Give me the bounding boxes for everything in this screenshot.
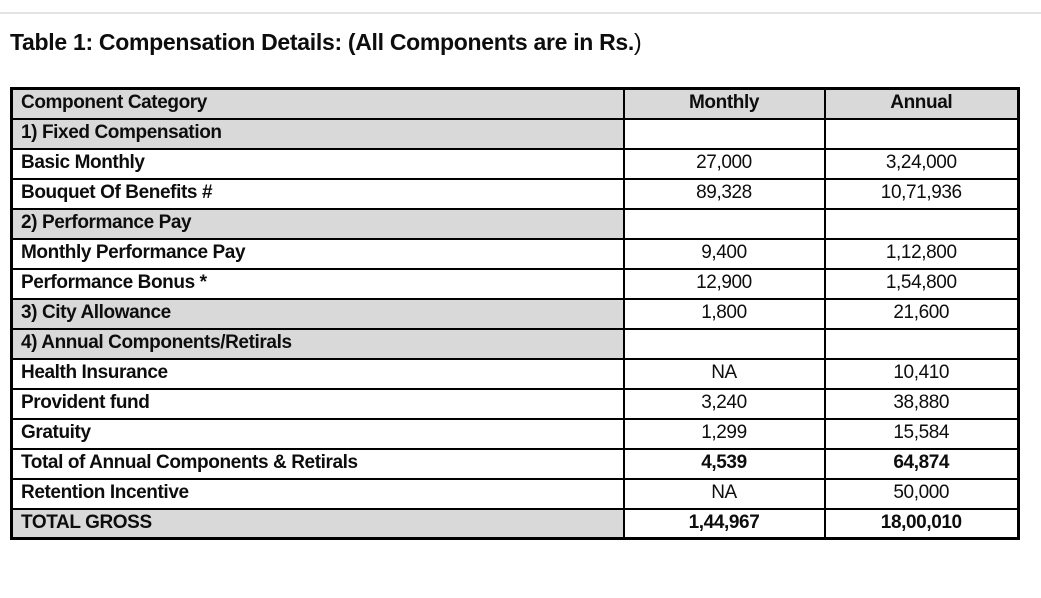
monthly-value: 3,240 [624, 389, 825, 419]
monthly-value [624, 329, 825, 359]
page-title [10, 28, 641, 56]
row-label: Bouquet Of Benefits # [12, 179, 624, 209]
row-label: Provident fund [12, 389, 624, 419]
annual-value: 1,54,800 [825, 269, 1019, 299]
col-header-component-category: Component Category [12, 89, 624, 119]
annual-value: 50,000 [825, 479, 1019, 509]
annual-value: 10,410 [825, 359, 1019, 389]
table-row [12, 419, 1019, 449]
page-title-tail: ) [634, 29, 642, 55]
monthly-value: NA [624, 359, 825, 389]
table-row [12, 479, 1019, 509]
row-label: 2) Performance Pay [12, 209, 624, 239]
annual-value: 21,600 [825, 299, 1019, 329]
page-title-main: Table 1: Compensation Details: (All Components are in Rs. [10, 29, 635, 55]
table-row [12, 329, 1019, 359]
monthly-value: 89,328 [624, 179, 825, 209]
monthly-value: 4,539 [624, 449, 825, 479]
top-divider [0, 12, 1041, 14]
table-row [12, 269, 1019, 299]
monthly-value: NA [624, 479, 825, 509]
table-row [12, 239, 1019, 269]
compensation-table [10, 87, 1020, 540]
row-label: TOTAL GROSS [12, 509, 624, 539]
row-label: 1) Fixed Compensation [12, 119, 624, 149]
monthly-value: 1,299 [624, 419, 825, 449]
row-label: Basic Monthly [12, 149, 624, 179]
table-row [12, 449, 1019, 479]
annual-value: 10,71,936 [825, 179, 1019, 209]
monthly-value: 1,44,967 [624, 509, 825, 539]
monthly-value: 12,900 [624, 269, 825, 299]
header-row [12, 89, 1019, 119]
table-row [12, 389, 1019, 419]
row-label: Gratuity [12, 419, 624, 449]
table-body [12, 119, 1019, 539]
row-label: 4) Annual Components/Retirals [12, 329, 624, 359]
table-row [12, 149, 1019, 179]
row-label: Health Insurance [12, 359, 624, 389]
row-label: Total of Annual Components & Retirals [12, 449, 624, 479]
annual-value [825, 209, 1019, 239]
annual-value: 15,584 [825, 419, 1019, 449]
annual-value: 64,874 [825, 449, 1019, 479]
annual-value [825, 329, 1019, 359]
monthly-value [624, 209, 825, 239]
table-row [12, 299, 1019, 329]
table-row [12, 359, 1019, 389]
annual-value [825, 119, 1019, 149]
col-header-annual: Annual [825, 89, 1019, 119]
monthly-value: 9,400 [624, 239, 825, 269]
table-row [12, 209, 1019, 239]
row-label: Retention Incentive [12, 479, 624, 509]
annual-value: 38,880 [825, 389, 1019, 419]
annual-value: 1,12,800 [825, 239, 1019, 269]
table-row [12, 119, 1019, 149]
monthly-value: 1,800 [624, 299, 825, 329]
row-label: Performance Bonus * [12, 269, 624, 299]
monthly-value: 27,000 [624, 149, 825, 179]
annual-value: 18,00,010 [825, 509, 1019, 539]
row-label: Monthly Performance Pay [12, 239, 624, 269]
col-header-monthly: Monthly [624, 89, 825, 119]
row-label: 3) City Allowance [12, 299, 624, 329]
annual-value: 3,24,000 [825, 149, 1019, 179]
table-row [12, 509, 1019, 539]
monthly-value [624, 119, 825, 149]
table-row [12, 179, 1019, 209]
